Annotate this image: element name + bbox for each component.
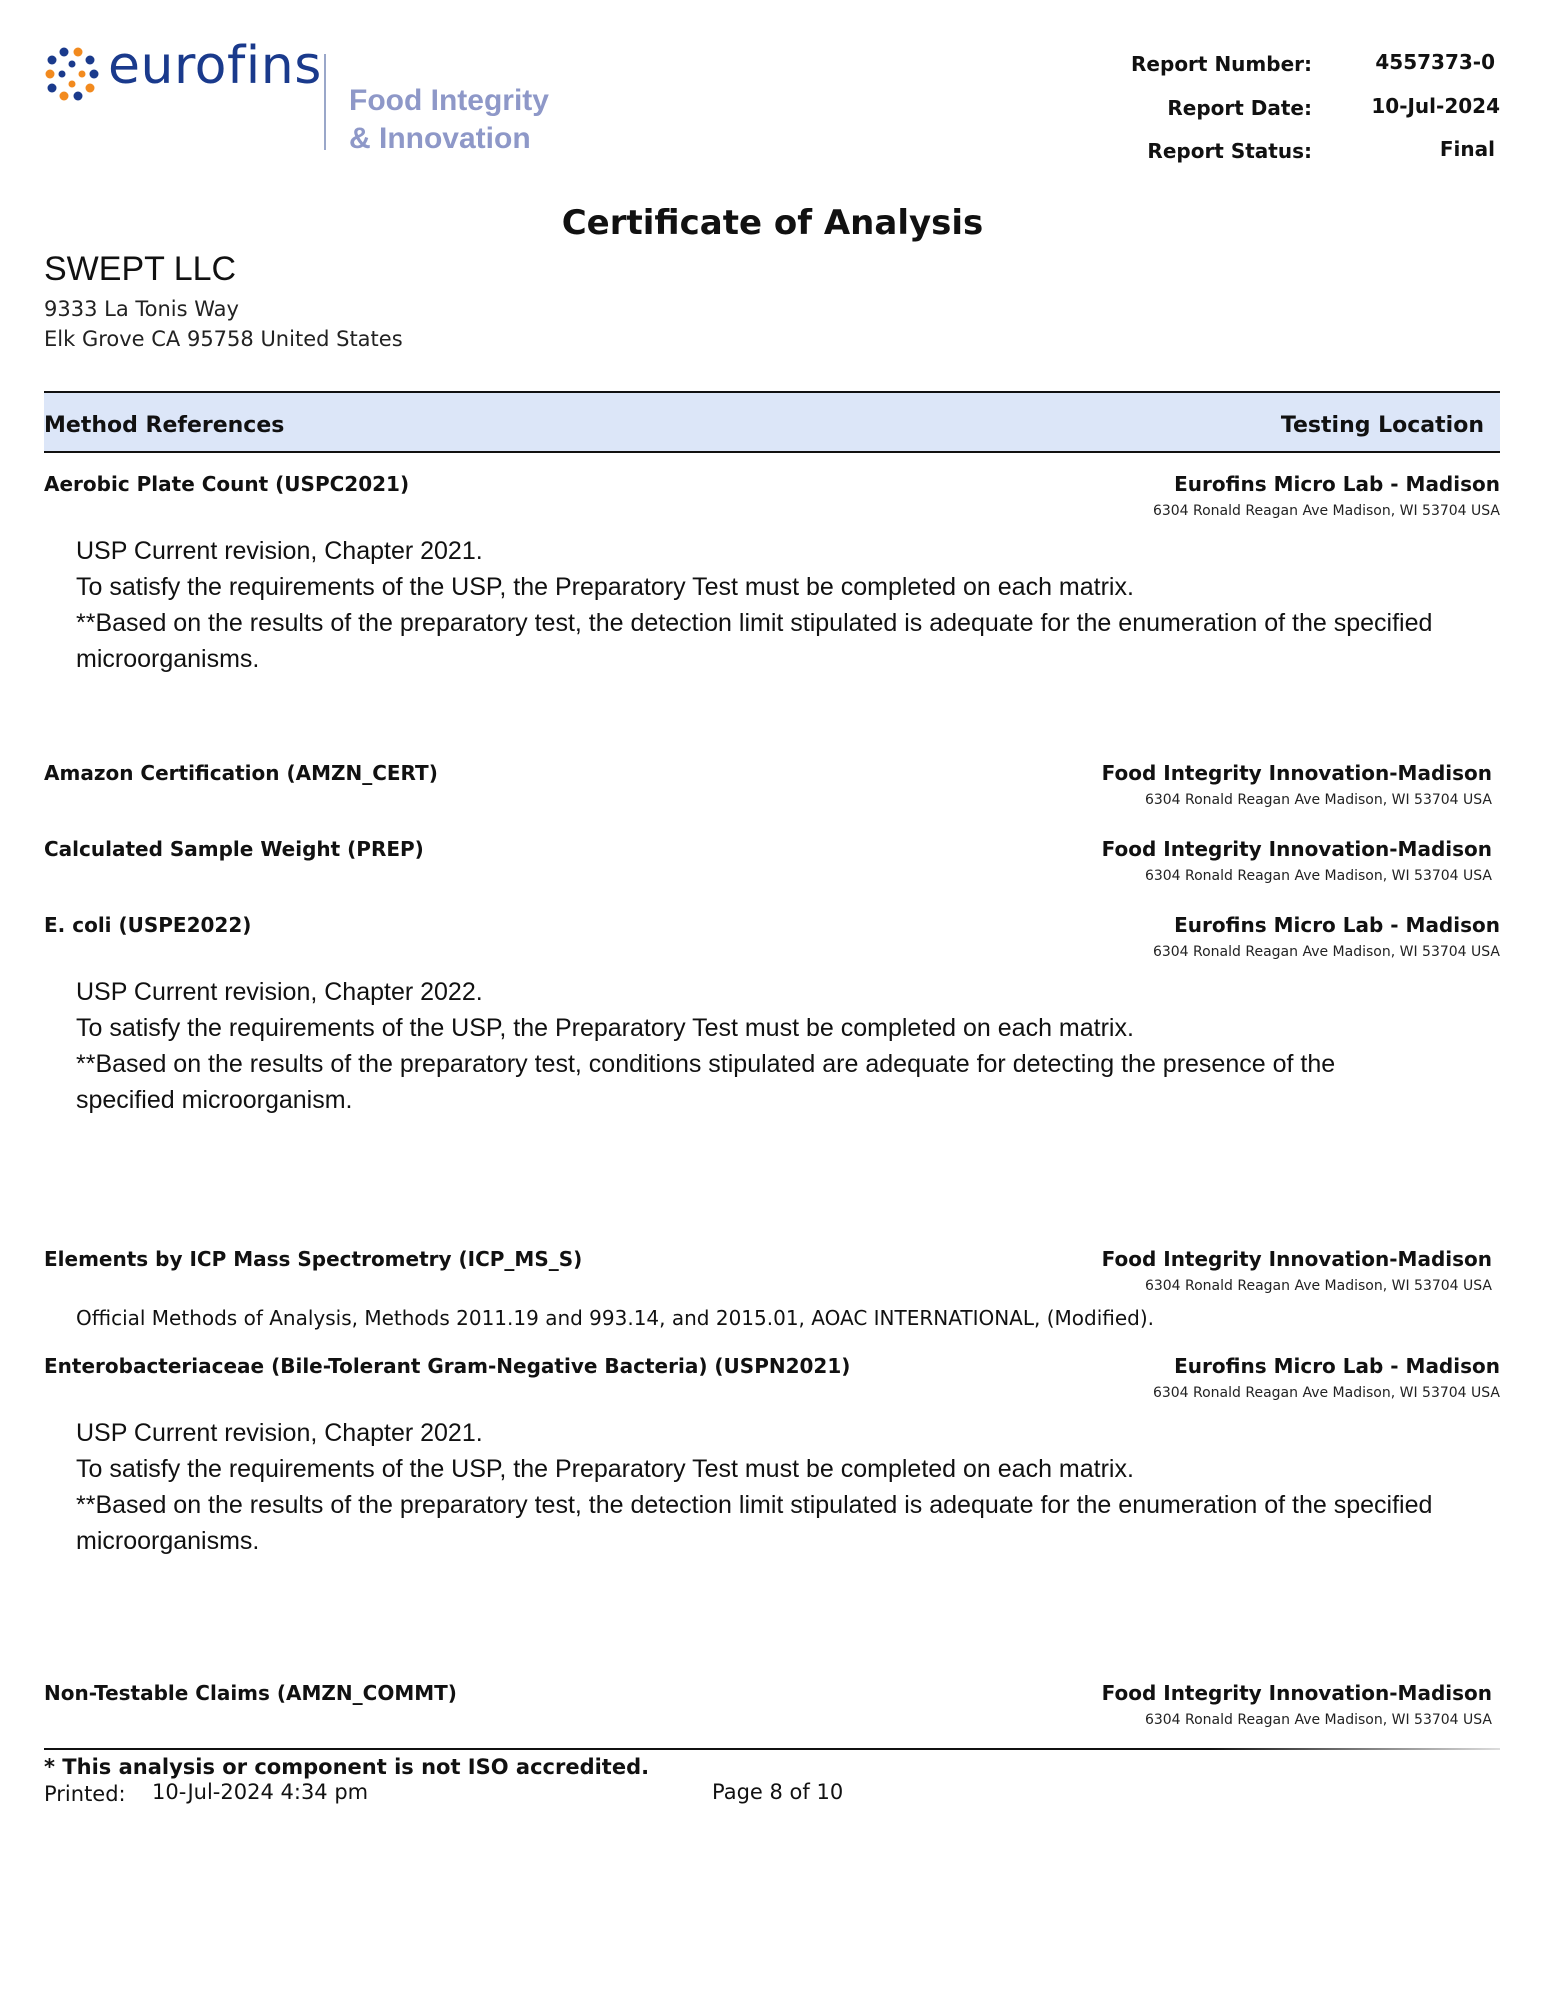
method-location: Food Integrity Innovation-Madison xyxy=(1101,1681,1492,1705)
printed-date: 10-Jul-2024 4:34 pm xyxy=(152,1780,369,1804)
method-location-address: 6304 Ronald Reagan Ave Madison, WI 53704 USA xyxy=(1144,792,1492,808)
method-location: Food Integrity Innovation-Madison xyxy=(1101,761,1492,785)
method-name: Amazon Certification (AMZN_CERT) xyxy=(44,761,438,785)
method-description-line: USP Current revision, Chapter 2022. xyxy=(76,978,483,1006)
method-name: Calculated Sample Weight (PREP) xyxy=(44,837,424,861)
method-description-line: **Based on the results of the preparatory test, the detection limit stipulated is adequate for the enumeration of the specified microorganisms. xyxy=(76,609,1433,673)
page-number: Page 8 of 10 xyxy=(712,1780,844,1804)
method-name: Non-Testable Claims (AMZN_COMMT) xyxy=(44,1681,457,1705)
method-location-address: 6304 Ronald Reagan Ave Madison, WI 53704 USA xyxy=(1144,1278,1492,1294)
method-location: Eurofins Micro Lab - Madison xyxy=(1174,472,1500,496)
method-name: Aerobic Plate Count (USPC2021) xyxy=(44,472,410,496)
method-location-address: 6304 Ronald Reagan Ave Madison, WI 53704 USA xyxy=(1144,1712,1492,1728)
report-number-label: Report Number: xyxy=(1131,52,1312,76)
report-status-value: Final xyxy=(1439,137,1495,161)
table-header-rule xyxy=(44,451,1500,453)
report-number-value: 4557373-0 xyxy=(1375,50,1495,74)
logo-tagline-line1: Food Integrity xyxy=(349,84,549,117)
method-description-line: **Based on the results of the preparatory test, conditions stipulated are adequate for detecting the presence of the specified microorganism. xyxy=(76,1050,1336,1114)
method-name: Enterobacteriaceae (Bile-Tolerant Gram-Negative Bacteria) (USPN2021) xyxy=(44,1354,851,1378)
footer-rule xyxy=(44,1748,1500,1750)
client-name: SWEPT LLC xyxy=(44,250,237,288)
method-description-line: **Based on the results of the preparatory test, the detection limit stipulated is adequate for the enumeration of the specified microorganisms. xyxy=(76,1491,1433,1555)
report-status-label: Report Status: xyxy=(1147,139,1312,163)
method-location-address: 6304 Ronald Reagan Ave Madison, WI 53704 USA xyxy=(1152,1385,1500,1401)
method-description-line: Official Methods of Analysis, Methods 2011.19 and 993.14, and 2015.01, AOAC INTERNATIONAL, (Modified). xyxy=(76,1306,1155,1330)
method-location: Food Integrity Innovation-Madison xyxy=(1101,837,1492,861)
method-location: Eurofins Micro Lab - Madison xyxy=(1174,913,1500,937)
method-description xyxy=(76,533,1456,677)
method-description-line: USP Current revision, Chapter 2021. xyxy=(76,537,483,565)
method-references-header: Method References xyxy=(44,413,285,438)
method-description-line: To satisfy the requirements of the USP, the Preparatory Test must be completed on each matrix. xyxy=(76,1455,1134,1483)
logo-tagline-line2: & Innovation xyxy=(349,122,531,155)
method-description xyxy=(76,974,1456,1118)
client-address-line1: 9333 La Tonis Way xyxy=(44,297,239,321)
printed-label: Printed: xyxy=(44,1782,126,1806)
logo-divider xyxy=(324,54,326,150)
client-address-line2: Elk Grove CA 95758 United States xyxy=(44,327,403,351)
method-location: Eurofins Micro Lab - Madison xyxy=(1174,1354,1500,1378)
method-description xyxy=(76,1415,1456,1559)
method-location-address: 6304 Ronald Reagan Ave Madison, WI 53704 USA xyxy=(1152,503,1500,519)
page-title: Certificate of Analysis xyxy=(561,203,984,243)
report-date-label: Report Date: xyxy=(1167,96,1312,120)
method-description-line: To satisfy the requirements of the USP, the Preparatory Test must be completed on each matrix. xyxy=(76,573,1134,601)
eurofins-logo xyxy=(44,36,564,162)
testing-location-header: Testing Location xyxy=(1280,413,1484,438)
eurofins-dots-icon xyxy=(44,46,100,102)
method-name: Elements by ICP Mass Spectrometry (ICP_MS_S) xyxy=(44,1247,583,1271)
method-location-address: 6304 Ronald Reagan Ave Madison, WI 53704 USA xyxy=(1144,868,1492,884)
logo-tagline xyxy=(349,82,549,158)
method-location-address: 6304 Ronald Reagan Ave Madison, WI 53704 USA xyxy=(1152,944,1500,960)
method-location: Food Integrity Innovation-Madison xyxy=(1101,1247,1492,1271)
report-date-value: 10-Jul-2024 xyxy=(1371,94,1500,118)
method-description-line: USP Current revision, Chapter 2021. xyxy=(76,1419,483,1447)
logo-wordmark: eurofins xyxy=(108,36,322,96)
method-description-line: To satisfy the requirements of the USP, the Preparatory Test must be completed on each matrix. xyxy=(76,1014,1134,1042)
method-name: E. coli (USPE2022) xyxy=(44,913,252,937)
iso-accreditation-note: * This analysis or component is not ISO accredited. xyxy=(44,1755,650,1779)
